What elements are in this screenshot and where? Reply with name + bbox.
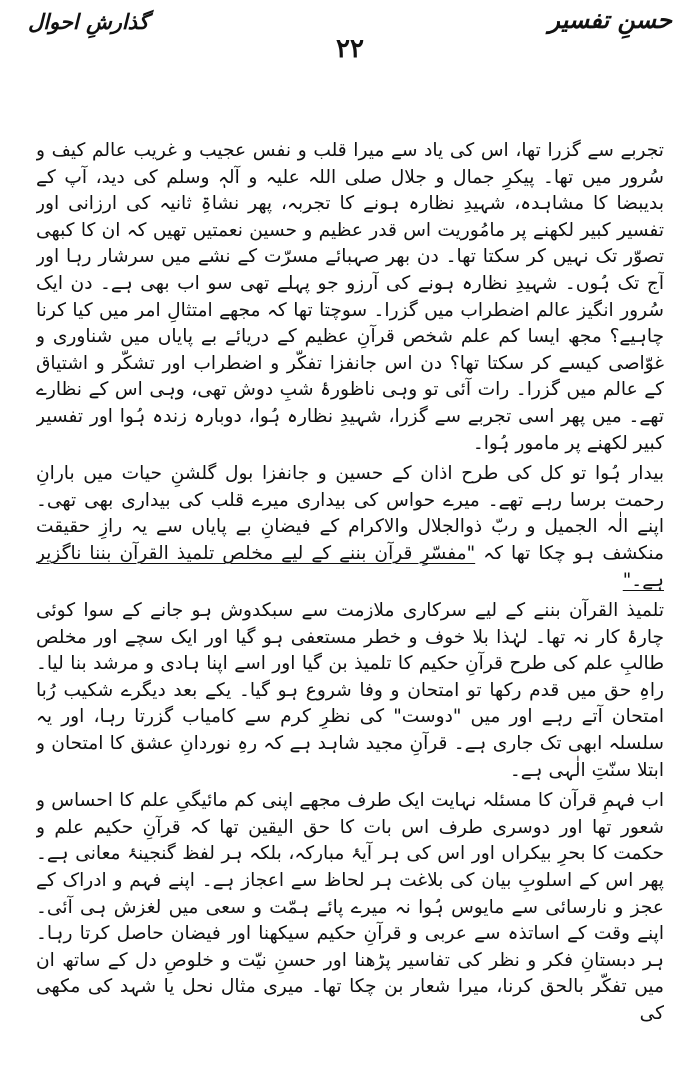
body-text (36, 138, 664, 1048)
book-title: حسنِ تفسیر (548, 6, 672, 34)
underlined-quote: "مفسّرِ قرآن بننے کے لیے مخلص تلمیذ القرآن بننا ناگزیر ہے۔" (36, 542, 664, 591)
paragraph-1 (36, 138, 664, 457)
paragraph-4 (36, 788, 664, 1027)
paragraph-1-text: تجربے سے گزرا تھا، اس کی یاد سے میرا قلب و نفس عجیب و غریب عالم کیف و سُرور میں تھا۔ پیکرِ جمال و جلال صلی اللہ علیہ و آلہٖ وسلم کی دید، آپ کے بدیبضا کا مشاہدہ، شہیدِ نظارہ ہونے کا تجربہ، پھر نشاۃِ ثانیہ کی ارزانی اور تفسیر کبیر لکھنے پر مامُوریت اس قدر عظیم و حسین نعمتیں تھیں کہ ان کا کبھی تصوّر تک نہیں کر سکتا تھا۔ دن بھر صہبائے مسرّت کے نشے میں سرشار رہا اور آج تک ہُوں۔ شہیدِ نظارہ ہونے کی آرزو جو پہلے تھی سو اب بھی ہے۔ دن ایک سُرور انگیز عالم اضطراب میں گزرا۔ سوچتا تھا کہ مجھے امتثالِ امر میں کیا کرنا چاہیے؟ مجھ ایسا کم علم شخص قرآنِ عظیم کے دریائے بے پایاں میں شناوری و غوّاصی کیسے کر سکتا تھا؟ دن اس جانفزا تفکّر و اضطراب اور تشکّر و اشتیاق کے عالم میں گزرا۔ رات آئی تو وہی ناظورۂ شبِ دوش تھی، وہی اس کے نظارے تھے۔ میں پھر اسی تجربے سے گزرا، شہیدِ نظارہ ہُوا، دوبارہ زندہ ہُوا اور تفسیر کبیر لکھنے پر مامور ہُوا۔ (36, 140, 664, 454)
paragraph-4-text: اب فہمِ قرآن کا مسئلہ نہایت ایک طرف مجھے اپنی کم مائیگیِ علم کا احساس و شعور تھا اور دوسری طرف اس بات کا حق الیقین تھا کہ قرآنِ حکیم علم و حکمت کا بحرِ بیکراں اور اس کی ہر آیۂ مبارکہ، بلکہ ہر لفظ گنجینۂ معانی ہے۔ پھر اس کے اسلوبِ بیان کی بلاغت ہر لحاظ سے اعجاز ہے۔ اپنے فہم و ادراک کے عجز و نارسائی سے مایوس ہُوا نہ میرے پائے ہمّت و سعی میں لغزش ہی آئی۔ اپنے وقت کے اساتذہ سے عربی و قرآنِ حکیم سیکھنا اور فیضان حاصل کرتا رہا۔ ہر دبستانِ فکر و نظر کی تفاسیر پڑھنا اور حسنِ نیّت و خلوصِ دل کے ساتھ ان میں تفکّر بالحق کرنا، میرا شعار بن چکا تھا۔ میری مثال نحل یا شہد کی مکھی کی (36, 790, 664, 1024)
paragraph-2-text: بیدار ہُوا تو کل کی طرح اذان کے حسین و جانفزا بول گلشنِ حیات میں بارانِ رحمت برسا رہے تھے۔ میرے حواس کی بیداری میرے قلب کی بیداری بھی تھی۔ اپنے الٰہ الجمیل و ربّ ذوالجلال والاکرام کے فیضانِ بے پایاں سے یہ رازِ حقیقت منکشف ہو چکا تھا کہ (36, 463, 664, 564)
paragraph-3 (36, 598, 664, 784)
chapter-title: گذارشِ احوال (28, 10, 149, 34)
paragraph-3-text: تلمیذ القرآن بننے کے لیے سرکاری ملازمت سے سبکدوش ہو جانے کے سوا کوئی چارۂ کار نہ تھا۔ لہٰذا بلا خوف و خطر مستعفی ہو گیا اور ایک سچے اور مخلص طالبِ علم کی طرح قرآنِ حکیم کا تلمیذ بن گیا اور اسے اپنا ہادی و مرشد بنا لیا۔ راہِ حق میں قدم رکھا تو امتحان و وفا شروع ہو گیا۔ یکے بعد دیگرے شکیب رُبا امتحان آتے رہے اور میں "دوست" کی نظرِ کرم سے کامیاب گزرتا رہا، اور یہ سلسلہ ابھی تک جاری ہے۔ قرآنِ مجید شاہد ہے کہ رہِ نوردانِ عشق کا امتحان و ابتلا سنّتِ الٰہی ہے۔ (36, 600, 664, 781)
page-number: ۲۲ (336, 34, 364, 64)
paragraph-2 (36, 461, 664, 594)
